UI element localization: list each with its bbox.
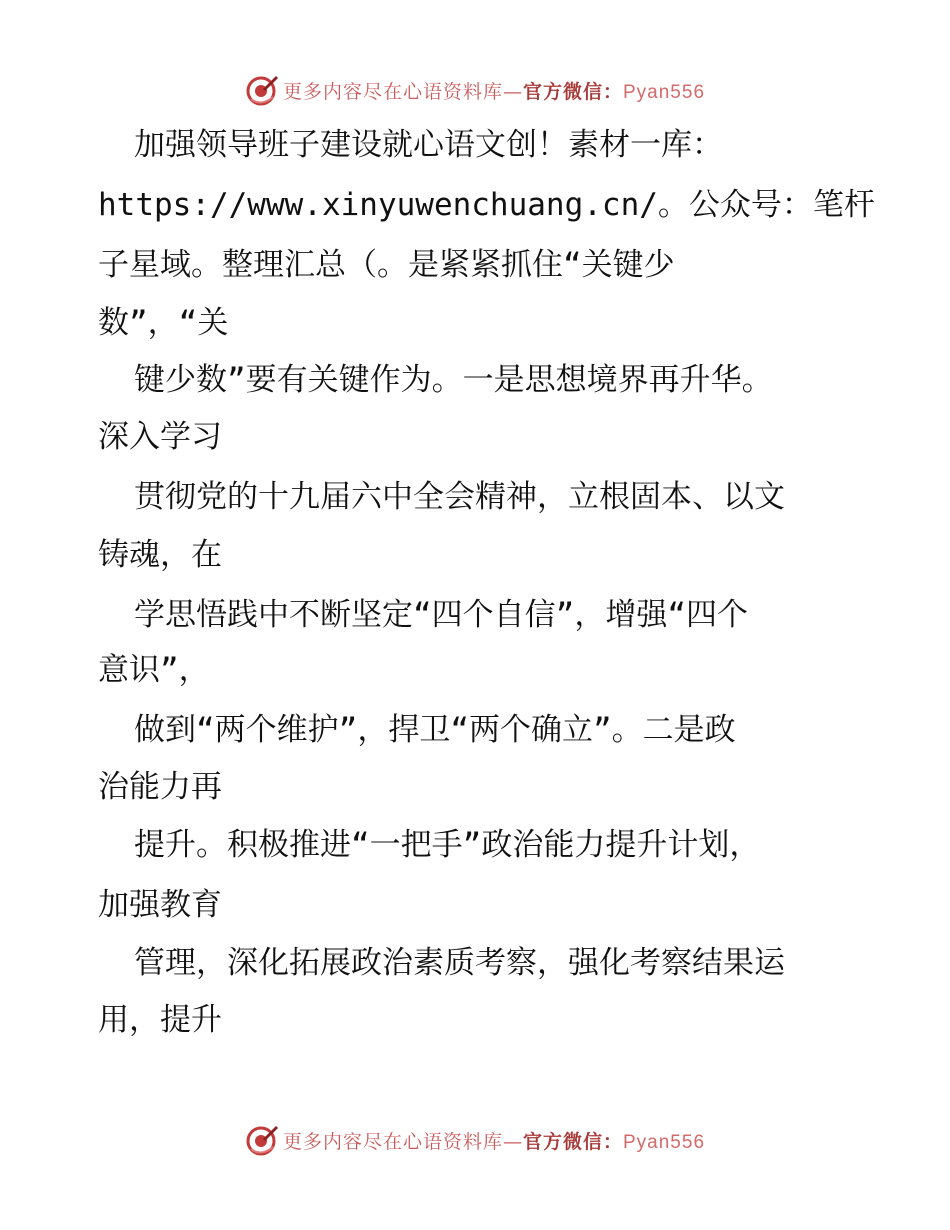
text-line-9: 学思悟践中不断坚定“四个自信”，增强“四个 bbox=[134, 597, 748, 633]
text-line-6: 深入学习 bbox=[98, 419, 222, 455]
header-watermark bbox=[0, 70, 950, 110]
watermark-text: 更多内容尽在心语资料库—官方微信：Pyan556 bbox=[282, 1130, 706, 1153]
text-line-15: 管理，深化拓展政治素质考察，强化考察结果运 bbox=[134, 945, 785, 981]
text-line-4: 数”，“关 bbox=[98, 305, 229, 341]
watermark-text: 更多内容尽在心语资料库—官方微信：Pyan556 bbox=[282, 80, 706, 103]
pen-logo-icon bbox=[245, 1123, 279, 1157]
text-line-8: 铸魂，在 bbox=[98, 537, 222, 573]
text-line-1: 加强领导班子建设就心语文创！素材一库： bbox=[134, 127, 723, 163]
text-line-5: 键少数”要有关键作为。一是思想境界再升华。 bbox=[134, 362, 773, 398]
pen-logo-icon bbox=[245, 73, 279, 107]
text-line-16: 用，提升 bbox=[98, 1002, 222, 1038]
text-line-2: https://www.xinyuwenchuang.cn/。公众号：笔杆 bbox=[98, 187, 875, 223]
text-line-13: 提升。积极推进“一把手”政治能力提升计划， bbox=[134, 827, 761, 863]
text-line-3: 子星域。整理汇总（。是紧紧抓住“关键少 bbox=[98, 247, 675, 283]
text-line-11: 做到“两个维护”，捍卫“两个确立”。二是政 bbox=[134, 712, 736, 748]
footer-watermark bbox=[0, 1120, 950, 1160]
text-line-14: 加强教育 bbox=[98, 887, 222, 923]
text-line-7: 贯彻党的十九届六中全会精神，立根固本、以文 bbox=[134, 479, 785, 515]
text-line-10: 意识”， bbox=[98, 652, 210, 688]
text-line-12: 治能力再 bbox=[98, 769, 222, 805]
